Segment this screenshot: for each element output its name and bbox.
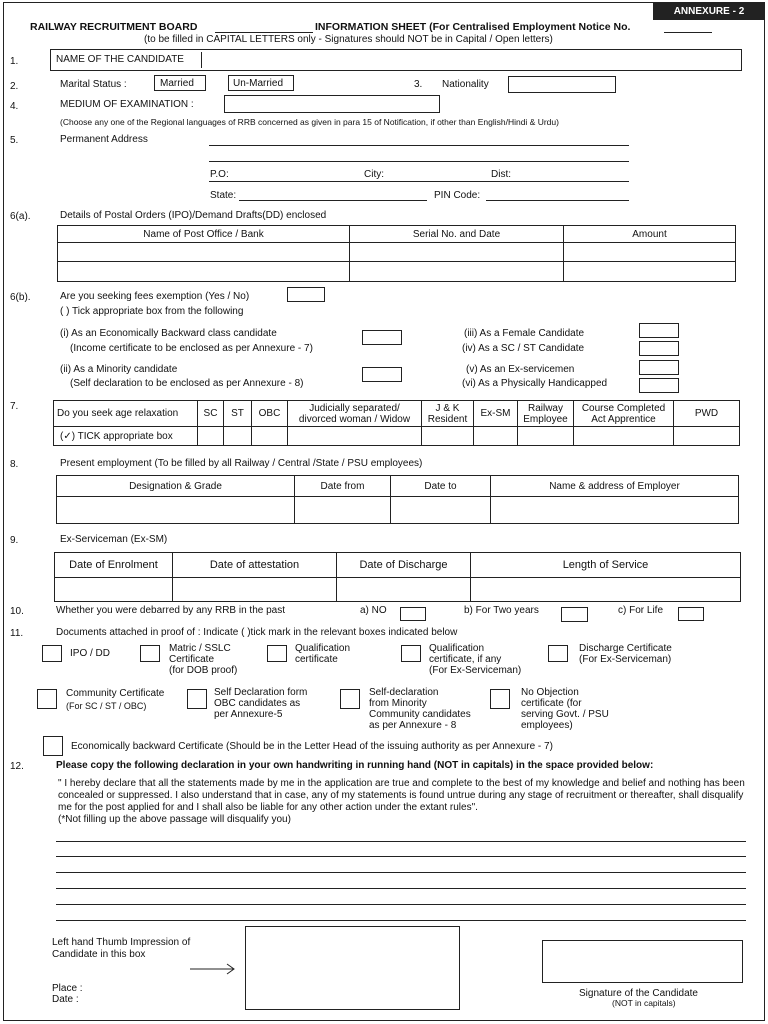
handwriting-line-5[interactable]: [56, 904, 746, 905]
tick-icon: ✓: [63, 430, 72, 442]
subtitle: (to be filled in CAPITAL LETTERS only - Signatures should NOT be in Capital / Open letters): [144, 34, 553, 45]
handwriting-line-4[interactable]: [56, 888, 746, 889]
doc-matric-checkbox[interactable]: [140, 645, 160, 662]
fee-exemption-field[interactable]: [287, 287, 325, 302]
doc-ipo-dd-checkbox[interactable]: [42, 645, 62, 662]
table-cell[interactable]: [57, 497, 295, 524]
doc-qualification-exsm-checkbox[interactable]: [401, 645, 421, 662]
table-cell[interactable]: [491, 497, 739, 524]
medium-field[interactable]: [224, 95, 440, 113]
thumb-label: Left hand Thumb Impression of Candidate in this box: [52, 937, 191, 960]
table-cell[interactable]: [295, 497, 391, 524]
form-page: ANNEXURE - 2 RAILWAY RECRUITMENT BOARD INFORMATION SHEET (For Centralised Employment Notice No. (to be filled in CAPITAL LETTERS only - Signatures should NOT be in Capital / Open letters) 1. NAME OF THE CANDIDATE 2. Marital Status : Married Un-Married 3. Nationality 4. MEDIUM OF EXAMINATION : (Choose any one of the Regional languages of RRB concerned as given in para 15 of Notification, if other than English/Hindi & Urdu) 5. Permanent Address P.O: City: Dist: State: PIN Code: 6(a). Details of Postal Orders (IPO)/Demand Drafts(DD) enclosed Name of Post Office / Bank Serial No. and Date Amount 6(b). Are you seeking fees exemption (Yes / No) ( ) Tick appropriate box from the following (i) As an Economically Backward class candidate (Income certificate to be enclosed as per Annexure - 7) (ii) As a Minority candidate (Self declaration to be enclosed as per Annexure - 8) (iii) As a Female Candidate (iv) As a SC / ST Candidate (v) As an Ex-servicemen (vi) As a Physically Handicapped 7. Do you seek age relaxation SC ST OBC Judicially separated/ divorced woman / Widow J & K Resident Ex-SM Railway Employee Course Completed Act Apprentice PWD (✓) TICK appropriate box 8. Present employment (To be filled by all Railway / Central /State / PSU employees) Designation & Grade Date from Date to Name & address of Employer 9. Ex-Serviceman (Ex-SM) Date of Enrolment Date of attestation Date of Discharge Length of Service 10. Whether you were debarred by any RRB in the past a) NO b) For Two years c) For Life 11. Documents attached in proof of : Indicate ( )tick mark in the relevant boxes indicated below IPO / DD Matric / SSLC Certificate (for DOB proof) Qualification certificate Qualification certificate, if any (For Ex-Serviceman) Discharge Certificate (For Ex-Serviceman) Community Certificate (For SC / ST / OBC) Self Declaration form OBC candidates as per Annexure-5 Self-declaration from Minority Community candidates as per Annexure - 8 No Objection certificate (for serving Govt. / PSU employees) Economically backward Certificate (Should be in the Letter Head of the issuing authority as per Annexure - 7) 12. Please copy the following declaration in your own handwriting in running hand (NOT in capitals) in the space provided below: " I hereby declare that all the statements made by me in the application are true and complete to the best of my knowledge and belief and nothing has been concealed or suppressed. I also understand that in case, any of my statements is found untrue during any stage of recruitment or thereafter, shall disqualify me for the post applied for and I shall also be liable for any other action under the extant rules". (*Not filling up the above passage will disqualify you) Left hand Thumb Impression of Candidate in this box Place : Date : Signature of the Candidate (NOT in capitals): [3, 2, 765, 1021]
employment-table: [56, 475, 739, 524]
col-header: Length of Service: [471, 553, 741, 578]
handwriting-line-1[interactable]: [56, 841, 746, 842]
ebc-label: Economically backward Certificate (Should be in the Letter Head of the issuing authority as per Annexure - 7): [71, 741, 553, 752]
col-header: Judicially separated/ divorced woman / Widow: [288, 401, 422, 427]
col-header: Date to: [391, 476, 491, 497]
table-cell[interactable]: [288, 427, 422, 446]
address-line-1[interactable]: [209, 145, 629, 146]
table-cell[interactable]: [471, 578, 741, 602]
table-cell[interactable]: [58, 243, 350, 262]
female-checkbox[interactable]: [639, 323, 679, 338]
annexure-badge: ANNEXURE - 2: [653, 2, 765, 20]
signature-note: (NOT in capitals): [612, 998, 676, 1008]
table-cell[interactable]: [564, 243, 736, 262]
col-header: Designation & Grade: [57, 476, 295, 497]
address-label: Permanent Address: [60, 134, 148, 145]
debarred-two-years-checkbox[interactable]: [561, 607, 588, 622]
table-cell[interactable]: [337, 578, 471, 602]
handwriting-line-3[interactable]: [56, 872, 746, 873]
medium-note: (Choose any one of the Regional languages of RRB concerned as given in para 15 of Notification, if other than English/Hindi & Urdu): [60, 117, 559, 127]
scst-checkbox[interactable]: [639, 341, 679, 356]
col-header: Do you seek age relaxation: [54, 401, 198, 427]
pin-field[interactable]: [486, 200, 629, 201]
col-header: Date of Discharge: [337, 553, 471, 578]
nationality-label: Nationality: [442, 79, 489, 90]
doc-noc-checkbox[interactable]: [490, 689, 510, 709]
debarred-no-checkbox[interactable]: [400, 607, 426, 621]
declaration-text: " I hereby declare that all the statements made by me in the application are true and complete to the best of my knowledge and belief and nothing has been concealed or suppressed. I also understand that in case, any of my statements is found untrue during any stage of recruitment or thereafter, shall disqualify me for the post applied for and I shall also be liable for any other action under the extant rules".: [58, 778, 745, 813]
age-relaxation-table: [53, 400, 740, 446]
place-label: Place :: [52, 983, 83, 994]
col-header: PWD: [674, 401, 740, 427]
ex-sm-table: [54, 552, 741, 602]
table-cell[interactable]: [350, 262, 564, 282]
declaration-instruction: Please copy the following declaration in your own handwriting in running hand (NOT in capitals) in the space provided below:: [56, 760, 654, 771]
table-cell[interactable]: [55, 578, 173, 602]
table-cell[interactable]: [574, 427, 674, 446]
documents-label: Documents attached in proof of : Indicate ( )tick mark in the relevant boxes indicated below: [56, 627, 458, 638]
table-cell[interactable]: [252, 427, 288, 446]
col-header: Amount: [564, 226, 736, 243]
postal-orders-table: [57, 225, 736, 282]
marital-status-label: Marital Status :: [60, 79, 127, 90]
employment-label: Present employment (To be filled by all Railway / Central /State / PSU employees): [60, 458, 423, 469]
doc-community-checkbox[interactable]: [37, 689, 57, 709]
state-field[interactable]: [239, 200, 427, 201]
handwriting-line-6[interactable]: [56, 920, 746, 921]
table-cell[interactable]: [58, 262, 350, 282]
signature-box[interactable]: [542, 940, 743, 983]
handwriting-line-2[interactable]: [56, 856, 746, 857]
col-header: Date from: [295, 476, 391, 497]
minority-checkbox[interactable]: [362, 367, 402, 382]
table-cell[interactable]: [674, 427, 740, 446]
table-cell[interactable]: [198, 427, 224, 446]
ex-servicemen-checkbox[interactable]: [639, 360, 679, 375]
doc-minority-declaration-checkbox[interactable]: [340, 689, 360, 709]
tick-row-label: (✓) TICK appropriate box: [54, 427, 198, 446]
col-header: Date of attestation: [173, 553, 337, 578]
col-header: ST: [224, 401, 252, 427]
doc-obc-self-declaration-checkbox[interactable]: [187, 689, 207, 709]
thumb-impression-box[interactable]: [245, 926, 460, 1010]
doc-ebc-checkbox[interactable]: [43, 736, 63, 756]
col-header: SC: [198, 401, 224, 427]
medium-label: MEDIUM OF EXAMINATION :: [60, 99, 194, 110]
table-cell[interactable]: [518, 427, 574, 446]
title-board: RAILWAY RECRUITMENT BOARD: [30, 21, 198, 33]
arrow-right-icon: [190, 963, 236, 975]
doc-qualification-checkbox[interactable]: [267, 645, 287, 662]
ph-checkbox[interactable]: [639, 378, 679, 393]
ebc-checkbox[interactable]: [362, 330, 402, 345]
col-header: Serial No. and Date: [350, 226, 564, 243]
table-cell[interactable]: [173, 578, 337, 602]
col-header: Date of Enrolment: [55, 553, 173, 578]
declaration-warning: (*Not filling up the above passage will disqualify you): [58, 814, 291, 825]
title-info-sheet: INFORMATION SHEET (For Centralised Employment Notice No.: [315, 21, 631, 33]
table-cell[interactable]: [474, 427, 518, 446]
col-header: Name of Post Office / Bank: [58, 226, 350, 243]
table-cell[interactable]: [224, 427, 252, 446]
table-cell[interactable]: [350, 243, 564, 262]
table-cell[interactable]: [564, 262, 736, 282]
col-header: J & K Resident: [422, 401, 474, 427]
address-line-3[interactable]: [209, 181, 629, 182]
col-header: Course Completed Act Apprentice: [574, 401, 674, 427]
doc-discharge-checkbox[interactable]: [548, 645, 568, 662]
address-line-2[interactable]: [209, 161, 629, 162]
ex-sm-label: Ex-Serviceman (Ex-SM): [60, 534, 168, 545]
candidate-name-label: NAME OF THE CANDIDATE: [56, 54, 184, 65]
notice-no-field[interactable]: [664, 32, 712, 33]
table-cell[interactable]: [391, 497, 491, 524]
signature-label: Signature of the Candidate: [579, 988, 698, 999]
col-header: Name & address of Employer: [491, 476, 739, 497]
table-cell[interactable]: [422, 427, 474, 446]
col-header: Railway Employee: [518, 401, 574, 427]
nationality-field[interactable]: [508, 76, 616, 93]
debarred-life-checkbox[interactable]: [678, 607, 704, 621]
fee-exemption-label: Are you seeking fees exemption (Yes / No): [60, 291, 250, 302]
col-header: OBC: [252, 401, 288, 427]
col-header: Ex-SM: [474, 401, 518, 427]
date-label: Date :: [52, 994, 79, 1005]
debarred-label: Whether you were debarred by any RRB in the past: [56, 605, 286, 616]
postal-orders-label: Details of Postal Orders (IPO)/Demand Drafts(DD) enclosed: [60, 210, 327, 221]
